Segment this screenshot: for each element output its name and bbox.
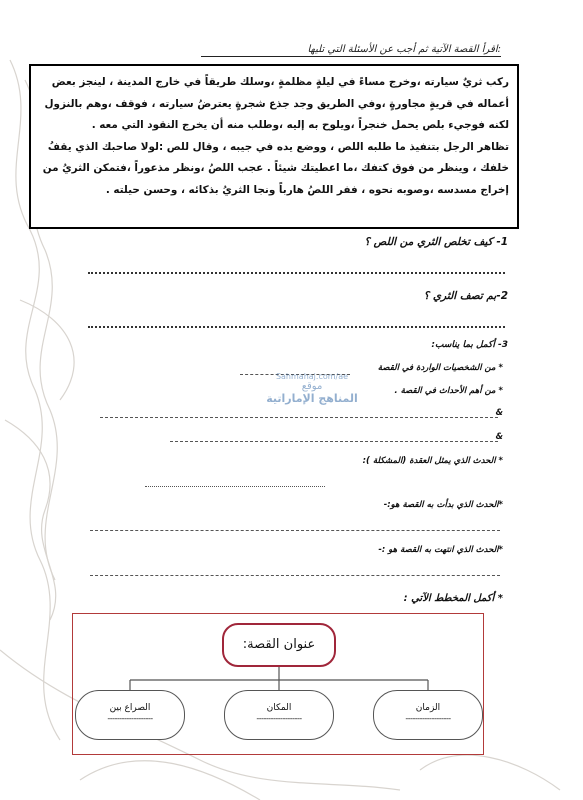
diagram-node-place [224,690,334,740]
question-1: 1- كيف تخلص الثري من اللص ؟ [364,236,508,248]
prompt-ending: *الحدث الذي انتهت به القصة هو :- [378,545,503,555]
node-blank[interactable]: ------------------- [405,714,451,723]
watermark-url: Sahmahaj.com/ae [275,372,349,381]
node-blank[interactable]: ------------------- [256,714,302,723]
diagram-node-conflict [75,690,185,740]
story-line: تظاهر الرجل بتنفيذ ما طلبه اللص ، ووضع يده في جيبه ، وقال للص :لولا صاحبك الذي يقفُ [47,140,509,153]
bullet-a: & [495,408,503,418]
diagram-node-time [373,690,483,740]
answer-line-ending[interactable] [90,575,500,576]
story-box [29,64,519,229]
bullet-b: & [495,432,503,442]
prompt-conflict: * الحدث الذي يمثل العقدة (المشكلة ): [362,456,503,466]
story-line: إخراج مسدسه ،وصوبه نحوه ، ففر اللصُ هارباً ونجا الثريُ بذكائه ، وحسن حيلته . [105,183,509,196]
story-line: أعماله في قريةٍ مجاورةٍ ،وفي الطريق وجد جذع شجرةٍ يعترضُ سيارته ، فوقف ،وهم بالنزول [44,97,509,110]
prompt-events: * من أهم الأحداث في القصة . [394,386,503,396]
prompt-diagram: * أكمل المخطط الآتي : [403,593,503,604]
answer-line-1[interactable] [88,272,505,274]
watermark-line2: موقع [301,381,323,392]
question-3: 3- أكمل بما يناسب: [431,340,508,350]
instruction-heading: اقرأ القصة الآتية ثم أجب عن الأسئلة التي تليها: [201,44,501,57]
story-line: خلفك ، وينظر من فوق كتفك ،ما اعطيتك شيئاً . عجب اللصُ ،ونظر مذعوراً ،فتمكن الثريُ من [42,162,509,175]
question-2: 2-بم تصف الثري ؟ [423,290,508,302]
answer-line-conflict[interactable] [145,486,325,487]
story-line: ركب ثريٌ سيارته ،وخرج مساءً في ليلةٍ مظلمةٍ ،وسلك طريقاً في خارج المدينة ، لينجز بعض [51,76,509,88]
prompt-characters: * من الشخصيات الواردة في القصة [377,363,503,373]
story-line: لكنه فوجيء بلص يحمل خنجراً ،ويلوح به إليه ،وطلب منه أن يخرج النقود التي معه . [91,119,509,132]
story-diagram [72,613,484,755]
answer-line-beginning[interactable] [90,530,500,531]
node-label: المكان [266,703,292,713]
diagram-title-node: عنوان القصة: [222,623,336,667]
site-watermark [262,372,362,432]
prompt-beginning: *الحدث الذي بدأت به القصة هو:- [383,500,503,510]
node-label: الزمان [415,703,441,713]
answer-line-2[interactable] [88,326,505,328]
watermark-line3: المناهج الإماراتية [266,392,358,405]
node-blank[interactable]: ------------------- [107,714,153,723]
node-label: الصراع بين [109,703,151,713]
answer-line-event-b[interactable] [170,441,498,442]
